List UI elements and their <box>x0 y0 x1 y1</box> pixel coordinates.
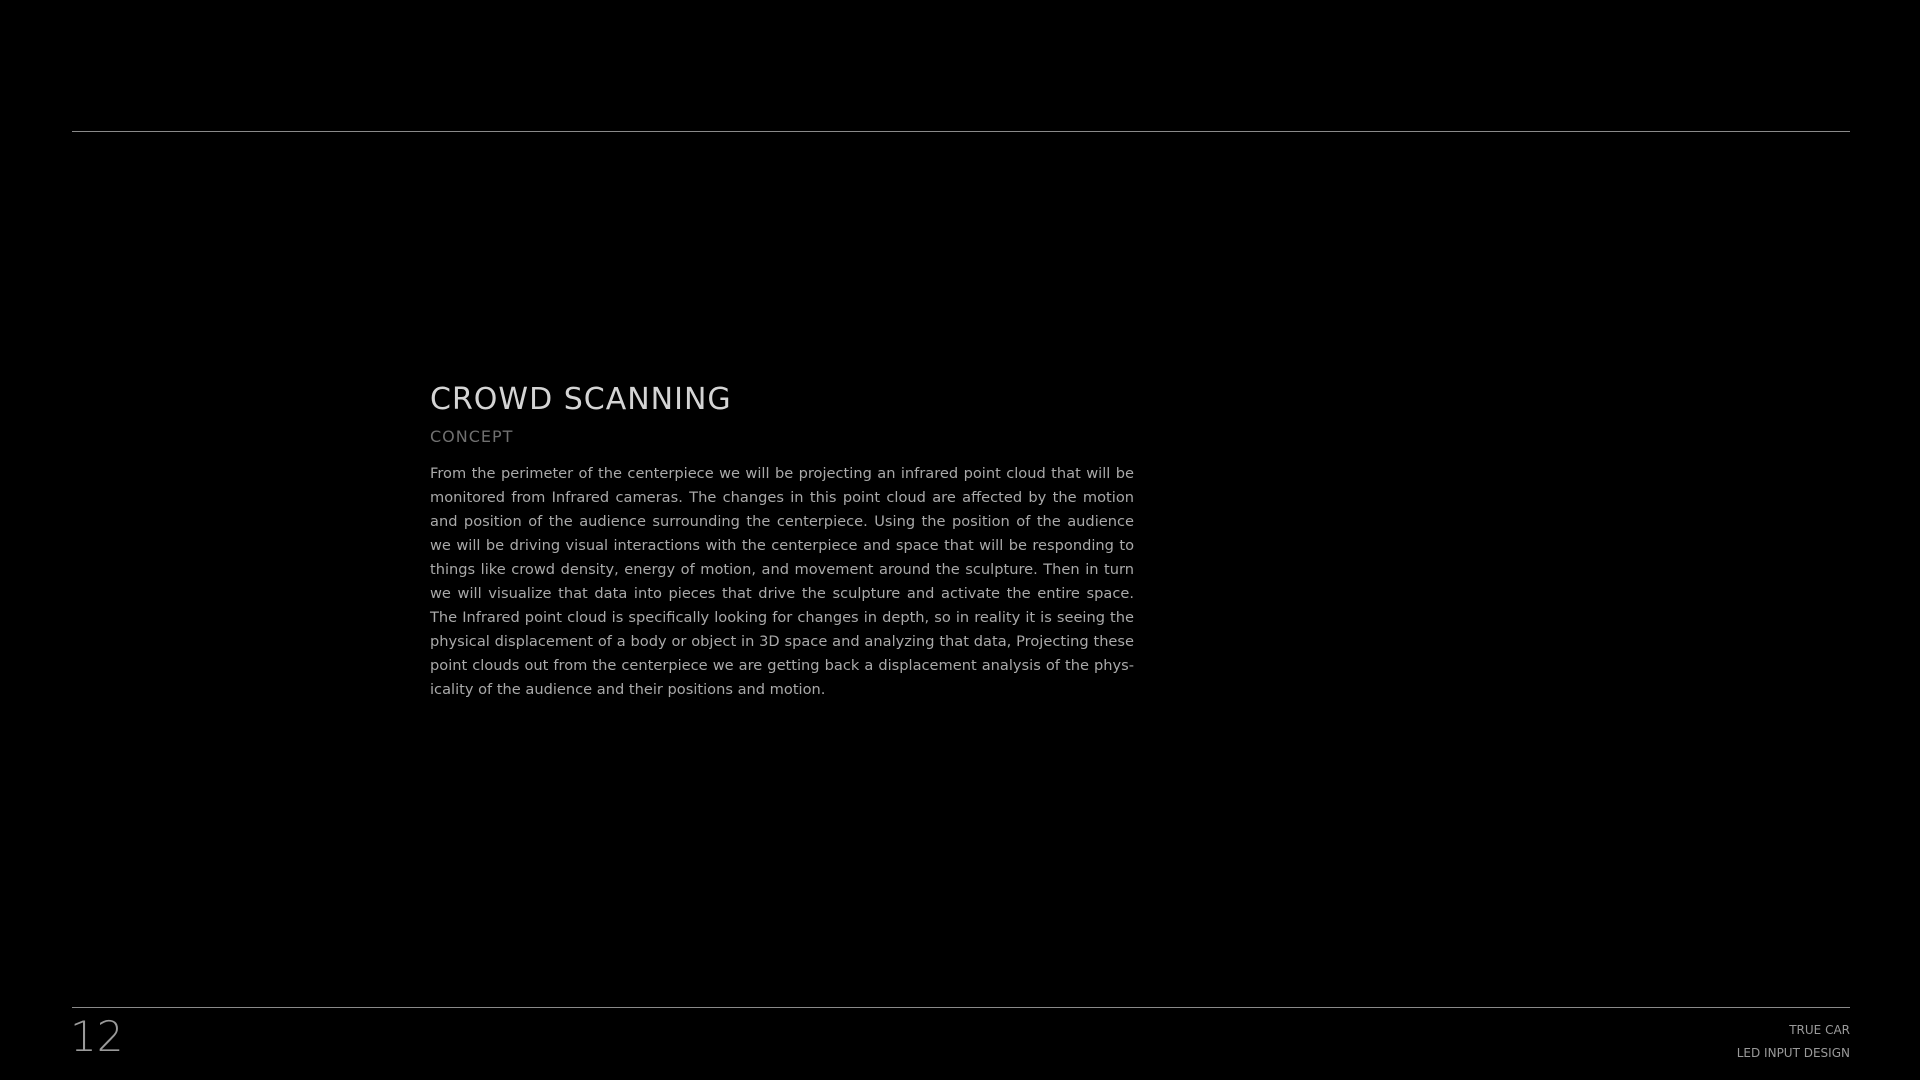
body-paragraph: From the perimeter of the centerpiece we will be projecting an infrared point cloud that will be monitored from Infrared cameras. The changes in this point cloud are affected by the motion and position of the audience surrounding the centerpiece. Using the position of the audience we will be driving visual interactions with the centerpiece and space that will be responding to things like crowd density, energy of motion, and movement around the sculpture. Then in turn we will visualize that data into pieces that drive the sculpture and activate the entire space. The Infrared point cloud is specifically looking for changes in depth, so in reality it is seeing the physical displacement of a body or object in 3D space and analyzing that data, Projecting these point clouds out from the centerpiece we are getting back a displacement analysis of the phys-icality of the audience and their positions and motion. <box>430 465 1134 698</box>
footer-meta <box>1737 1019 1850 1065</box>
footer-project-name: TRUE CAR <box>1789 1023 1850 1037</box>
content-block <box>430 380 1134 702</box>
section-subtitle: CONCEPT <box>430 427 514 446</box>
footer-document-name: LED INPUT DESIGN <box>1736 1046 1850 1060</box>
top-divider <box>72 131 1850 132</box>
page-number: 12 <box>70 1012 124 1061</box>
page-title: CROWD SCANNING <box>430 382 732 417</box>
bottom-divider <box>72 1007 1850 1008</box>
